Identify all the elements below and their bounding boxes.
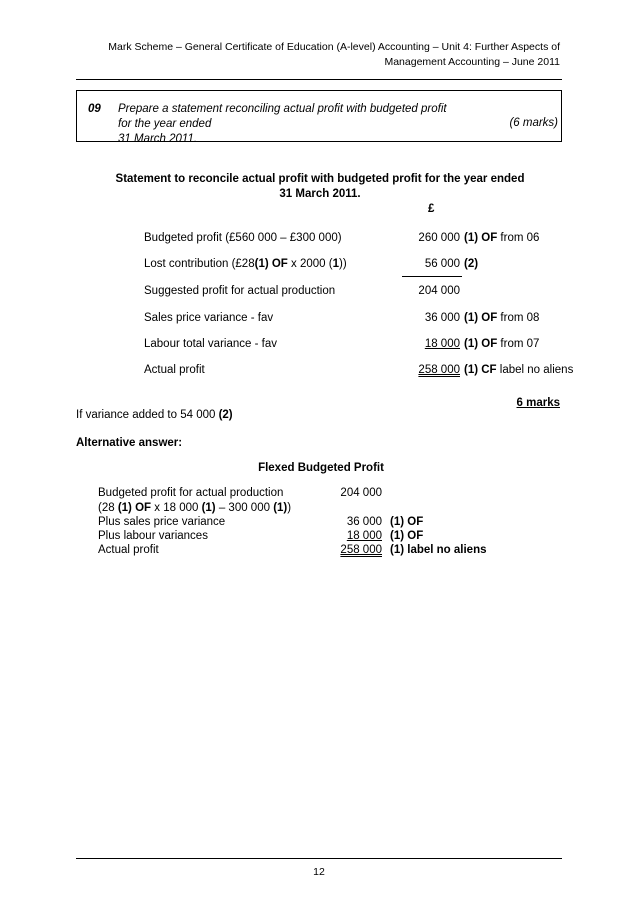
alternative-heading: Alternative answer: (76, 437, 183, 449)
flexed-row-note: (1) label no aliens (390, 544, 487, 556)
row-label: Suggested profit for actual production (144, 285, 336, 297)
question-number: 09 (88, 103, 101, 115)
header-rule (76, 79, 562, 80)
flexed-row-note: (1) OF (390, 530, 424, 542)
detail-part: x 18 000 (151, 502, 202, 514)
variance-note (76, 409, 233, 421)
row-value: 204 000 (418, 285, 460, 297)
statement-row (0, 258, 638, 274)
question-text-line-1: Prepare a statement reconciling actual profit with budgeted profit for the year ended (118, 103, 447, 130)
row-note-bold: (1) OF (464, 312, 498, 324)
flexed-row-value: 258 000 (340, 544, 382, 556)
row-label-part: )) (339, 258, 347, 270)
question-text (118, 102, 458, 147)
row-value: 260 000 (418, 232, 460, 244)
statement-row (0, 232, 638, 248)
row-note-bold: (1) OF (464, 232, 498, 244)
row-label: Budgeted profit (£560 000 – £300 000) (144, 232, 342, 244)
subtotal-rule (402, 276, 462, 277)
variance-note-bold: (2) (218, 409, 233, 421)
detail-part: (28 (98, 502, 118, 514)
page-number: 12 (313, 866, 325, 878)
row-label-part: Lost contribution (£28 (144, 258, 255, 270)
detail-bold: (1) OF (117, 502, 152, 514)
row-label (144, 258, 347, 270)
row-label-bold: (1) OF (254, 258, 288, 270)
row-note-bold: (2) (464, 258, 479, 270)
detail-part: ) (287, 502, 292, 514)
flexed-row-label: Budgeted profit for actual production (98, 487, 284, 499)
flexed-row (0, 544, 638, 559)
currency-heading: £ (428, 203, 435, 215)
row-value: 258 000 (418, 364, 460, 376)
row-note-rest: from 06 (497, 232, 540, 244)
statement-row (0, 338, 638, 354)
row-note-rest: from 07 (497, 338, 540, 350)
flexed-row-label: Actual profit (98, 544, 159, 556)
flexed-row (0, 516, 638, 531)
statement-row (0, 312, 638, 328)
statement-row (0, 285, 638, 301)
page-header (80, 40, 560, 70)
flexed-title: Flexed Budgeted Profit (258, 462, 384, 474)
header-line-2: Management Accounting – June 2011 (384, 56, 560, 68)
row-note (464, 232, 539, 244)
question-marks: (6 marks) (509, 117, 558, 129)
total-marks: 6 marks (516, 397, 560, 409)
row-note-bold: (1) OF (464, 338, 498, 350)
flexed-row-value: 36 000 (346, 516, 382, 528)
flexed-row-note: (1) OF (390, 516, 424, 528)
row-value: 56 000 (424, 258, 460, 270)
detail-bold: (1) (201, 502, 216, 514)
header-line-1: Mark Scheme – General Certificate of Education (A-level) Accounting – Unit 4: Further Aspects of (108, 41, 560, 53)
row-note (464, 312, 539, 324)
row-value: 18 000 (424, 338, 460, 350)
row-label-bold: 1 (332, 258, 339, 270)
row-label: Labour total variance - fav (144, 338, 277, 350)
flexed-row-detail-label (98, 502, 291, 514)
statement-title (100, 172, 540, 202)
row-note (464, 258, 478, 270)
question-text-line-2: 31 March 2011. (118, 133, 198, 145)
row-note (464, 364, 573, 376)
flexed-row-value: 18 000 (346, 530, 382, 542)
row-value: 36 000 (424, 312, 460, 324)
row-note (464, 338, 539, 350)
statement-title-line-2: 31 March 2011. (279, 188, 361, 200)
row-label: Actual profit (144, 364, 205, 376)
row-label-part: x 2000 ( (287, 258, 333, 270)
flexed-row-detail (0, 502, 638, 517)
footer-rule (76, 858, 562, 859)
detail-part: – 300 000 (215, 502, 274, 514)
variance-note-text: If variance added to 54 000 (76, 409, 219, 421)
row-note-rest: from 08 (497, 312, 540, 324)
flexed-row-label: Plus sales price variance (98, 516, 226, 528)
flexed-row-label: Plus labour variances (98, 530, 208, 542)
flexed-row (0, 530, 638, 545)
row-note-rest: label no aliens (496, 364, 574, 376)
statement-row (0, 364, 638, 380)
row-note-bold: (1) CF (464, 364, 497, 376)
detail-bold: (1) (273, 502, 288, 514)
statement-title-line-1: Statement to reconcile actual profit with budgeted profit for the year ended (115, 173, 525, 185)
row-label: Sales price variance - fav (144, 312, 274, 324)
flexed-row-value: 204 000 (340, 487, 382, 499)
flexed-row (0, 487, 638, 502)
